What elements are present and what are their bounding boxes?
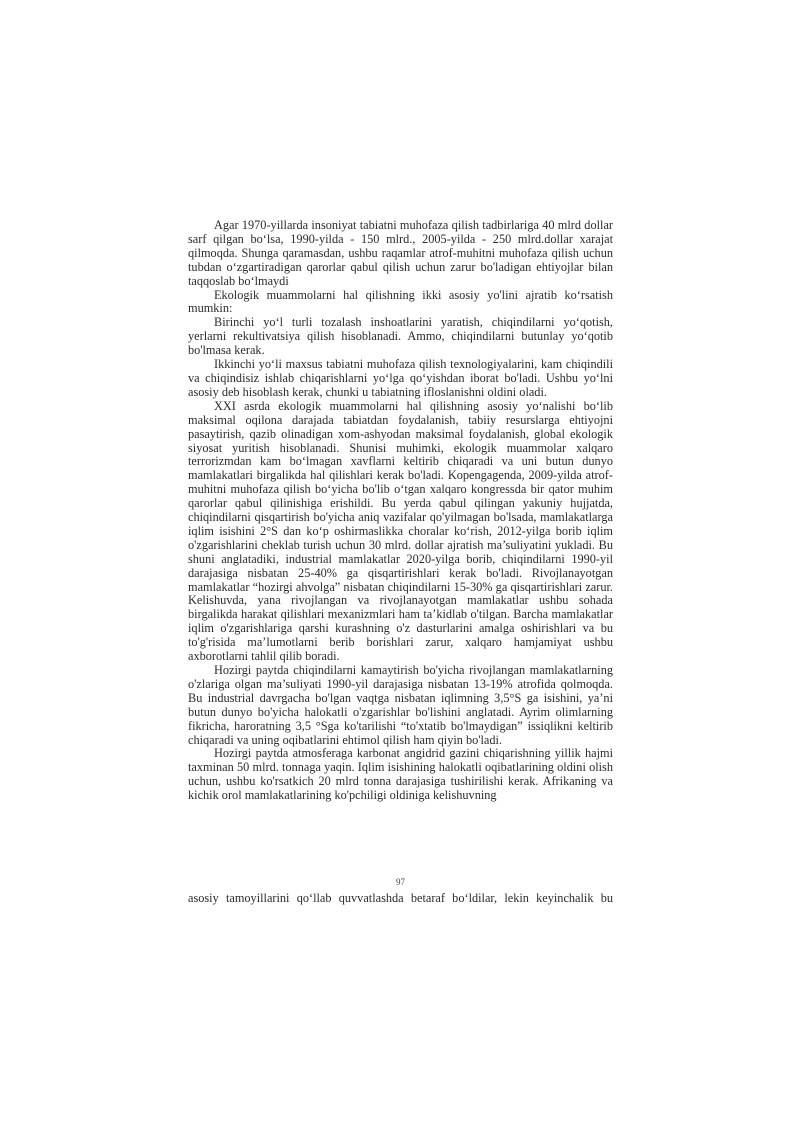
paragraph: Ekologik muammolarni hal qilishning ikki asosiy yo'lini ajratib ko‘rsatish mumkin: [188, 287, 613, 316]
paragraph: Hozirgi paytda atmosferaga karbonat angidrid gazini chiqarishning yillik hajmi taxminan 50 mlrd. tonnaga yaqin. Iqlim isishining halokatli oqibatlarining oldini olish uchun, ushbu ko'rsatkich 20 mlrd tonna darajasiga tushirilishi kerak. Afrikaning va kichik orol mamlakatlarining ko'pchiligi oldiniga kelishuvning [188, 746, 613, 803]
paragraph: Birinchi yo‘l turli tozalash inshoatlarini yaratish, chiqindilarni yo‘qotish, yerlarni rekultivatsiya qilish hisoblanadi. Ammo, chiqindilarni butunlay yo‘qotib bo'lmasa kerak. [188, 315, 613, 358]
continuation-line: asosiy tamoyillarini qo‘llab quvvatlashda betaraf bo‘ldilar, lekin keyinchalik bu [188, 891, 613, 905]
paragraph: Ikkinchi yo‘li maxsus tabiatni muhofaza qilish texnologiyalarini, kam chiqindili va chiqindisiz ishlab chiqarishlarni yo‘lga qo‘yishdan iborat bo'ladi. Ushbu yo‘lni asosiy deb hisoblash kerak, chunki u tabiatning ifloslanishni oldini oladi. [188, 357, 613, 399]
paragraph: XXI asrda ekologik muammolarni hal qilishning asosiy yo‘nalishi bo‘lib maksimal oqilona darajada tabiatdan foydalanish, tabiiy resurslarga ehtiyojni pasaytirish, qazib olinadigan xom-ashyodan maksimal foydalanish, global ekologik siyosat yuritish hisoblanadi. Shunisi muhimki, ekologik muammolar xalqaro terrorizmdan kam bo‘lmagan xavflarni keltirib chiqaradi va uni butun dunyo mamlakatlari birgalikda hal qilishlari kerak bo'ladi. Kopengagenda, 2009-yilda atrof-muhitni muhofaza qilish bo‘yicha bo'lib o‘tgan xalqaro kongressda bir qator muhim qarorlar qabul qilinishiga erishildi. Bu yerda qabul qilingan yakuniy hujjatda, chiqindilarni qisqartirish bo'yicha aniq vazifalar qo'yilmagan bo'lsada, mamlakatlarga iqlim isishini 2°S dan ko‘p oshirmaslikka choralar ko‘rish, 2012-yilga borib iqlim o'zgarishlarini cheklab turish uchun 30 mlrd. dollar ajratish ma’suliyatini yukladi. Bu shuni anglatadiki, industrial mamlakatlar 2020-yilga borib, chiqindilarni 1990-yil darajasiga nisbatan 25-40% ga qisqartirishlari kerak bo'ladi. Rivojlanayotgan mamlakatlar “hozirgi ahvolga” nisbatan chiqindilarni 15-30% ga qisqartirishlari zarur. Kelishuvda, yana rivojlangan va rivojlanayotgan mamlakatlar ushbu sohada birgalikda harakat qilishlari mexanizmlari ham ta’kidlab o'tilgan. Barcha mamlakatlar iqlim o'zgarishlariga qarshi kurashning o'z dasturlarini amalga oshirishlari va bu to'g'risida ma’lumotlarni berib borishlari zarur, xalqaro hamjamiyat ushbu axborotlarni tahlil qilib boradi. [188, 398, 613, 664]
main-text [188, 219, 613, 803]
paragraph: Hozirgi paytda chiqindilarni kamaytirish bo'yicha rivojlangan mamlakatlarning o'zlariga olgan ma’suliyati 1990-yil darajasiga nisbatan 13-19% atrofida qolmoqda. Bu industrial davrgacha bo'lgan vaqtga nisbatan iqlimning 3,5°S ga isishini, ya’ni butun dunyo bo'yicha halokatli o'zgarishlar bo'lishini anglatadi. Ayrim olimlarning fikricha, haroratning 3,5 °Sga ko'tarilishi “to'xtatib bo'lmaydigan” issiqlikni keltirib chiqaradi va uning oqibatlarini ehtimol qilish ham qiyin bo'ladi. [188, 663, 613, 747]
page-number: 97 [396, 877, 405, 887]
paragraph: Agar 1970-yillarda insoniyat tabiatni muhofaza qilish tadbirlariga 40 mlrd dollar sarf qilgan bo‘lsa, 1990-yilda - 150 mlrd., 2005-yilda - 250 mlrd.dollar xarajat qilmoqda. Shunga qaramasdan, ushbu raqamlar atrof-muhitni muhofaza qilish uchun tubdan o‘zgartiradigan qarorlar qabul qilish uchun zarur bo'ladigan ehtiyojlar bilan taqqoslab bo‘lmaydi [188, 218, 613, 288]
